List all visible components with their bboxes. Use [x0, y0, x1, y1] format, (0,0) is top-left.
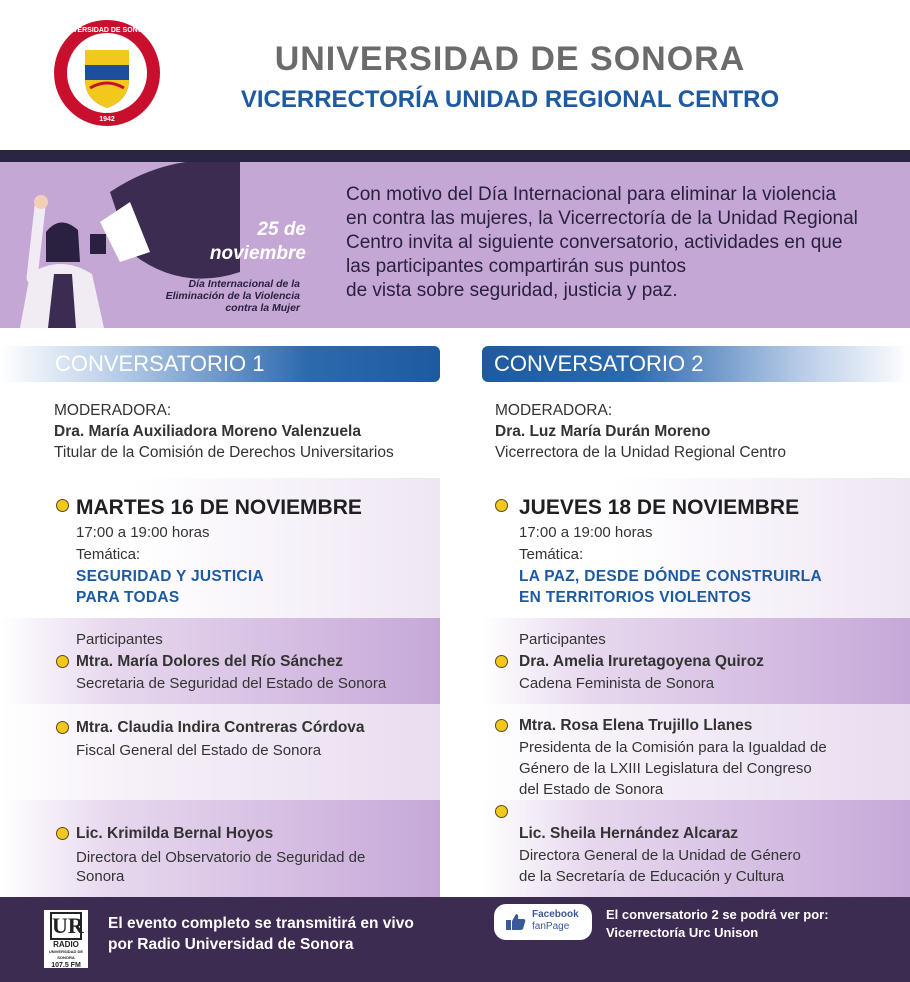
fanpage-label: fanPage — [532, 921, 570, 932]
participant-name: Mtra. Claudia Indira Contreras Córdova — [76, 719, 365, 736]
topic-line: EN TERRITORIOS VIOLENTOS — [519, 589, 752, 606]
participant-role: Cadena Feminista de Sonora — [519, 675, 715, 692]
topic-line: LA PAZ, DESDE DÓNDE CONSTRUIRLA — [519, 568, 822, 585]
session-1-topic — [76, 566, 264, 608]
broadcast-line: El evento completo se transmitirá en vivo — [108, 915, 414, 932]
date-day: 25 de — [257, 219, 306, 240]
radio-name: UNIVERSIDAD DE SONORA — [48, 949, 84, 960]
session-2-topic — [519, 566, 822, 608]
topic-line: SEGURIDAD Y JUSTICIA — [76, 568, 265, 585]
participant-role — [519, 845, 801, 887]
topic-label: Temática: — [76, 546, 141, 563]
intro-line: Con motivo del Día Internacional para eliminar la violencia — [346, 184, 837, 205]
role-line: Sonora — [76, 868, 125, 885]
participant-role — [76, 848, 365, 886]
participants-label: Participantes — [519, 631, 606, 648]
divider-bar — [0, 150, 910, 162]
moderator-role: Titular de la Comisión de Derechos Universitarios — [54, 444, 394, 461]
stream-line: El conversatorio 2 se podrá ver por: — [606, 907, 829, 922]
svg-text:1942: 1942 — [99, 116, 115, 123]
participant-role: Secretaria de Seguridad del Estado de Sonora — [76, 675, 387, 692]
bullet-icon — [495, 719, 508, 732]
facebook-thumb-icon — [504, 913, 526, 931]
broadcast-line: por Radio Universidad de Sonora — [108, 936, 354, 953]
svg-text:UNIVERSIDAD DE SONORA: UNIVERSIDAD DE SONORA — [60, 27, 154, 34]
radio-broadcast-note — [108, 913, 468, 955]
participant-role — [519, 737, 827, 800]
radio-frequency: 107.5 FM — [51, 962, 81, 969]
bullet-icon — [495, 805, 508, 818]
bullet-icon — [56, 827, 69, 840]
session-2-time: 17:00 a 19:00 horas — [519, 524, 653, 541]
intro-line: Centro invita al siguiente conversatorio, actividades en que — [346, 232, 843, 253]
bullet-icon — [56, 499, 69, 512]
conversatorio-2-heading: CONVERSATORIO 2 — [482, 346, 910, 382]
facebook-fanpage-badge[interactable] — [494, 904, 592, 940]
radio-word: RADIO — [53, 940, 79, 949]
bullet-icon — [56, 721, 69, 734]
role-line: Directora General de la Unidad de Género — [519, 847, 801, 864]
participant-name: Dra. Amelia Iruretagoyena Quiroz — [519, 653, 764, 670]
moderator-label: MODERADORA: — [54, 402, 172, 419]
vicerrectoria-subtitle: VICERRECTORÍA UNIDAD REGIONAL CENTRO — [240, 86, 780, 113]
participant-name: Mtra. María Dolores del Río Sánchez — [76, 653, 344, 670]
intro-line: de vista sobre seguridad, justicia y paz. — [346, 280, 678, 301]
role-line: Género de la LXIII Legislatura del Congreso — [519, 760, 812, 777]
moderator-label: MODERADORA: — [495, 402, 613, 419]
moderator-name: Dra. Luz María Durán Moreno — [495, 423, 711, 440]
session-2-date: JUEVES 18 DE NOVIEMBRE — [519, 496, 800, 519]
commemoration-line: contra la Mujer — [225, 302, 300, 314]
moderator-2 — [495, 400, 895, 463]
topic-label: Temática: — [519, 546, 584, 563]
role-line: Directora del Observatorio de Seguridad de — [76, 849, 366, 866]
intro-line: las participantes compartirán sus puntos — [346, 256, 687, 277]
session-1-date: MARTES 16 DE NOVIEMBRE — [76, 496, 362, 519]
role-line: de la Secretaría de Educación y Cultura — [519, 868, 785, 885]
conversatorio-1-heading: CONVERSATORIO 1 — [0, 346, 440, 382]
moderator-1 — [54, 400, 444, 463]
date-month: noviembre — [209, 243, 306, 264]
moderator-name: Dra. María Auxiliadora Moreno Valenzuela — [54, 423, 361, 440]
moderator-role: Vicerrectora de la Unidad Regional Centro — [495, 444, 786, 461]
bullet-icon — [495, 499, 508, 512]
radio-unison-logo: UR RADIO UNIVERSIDAD DE SONORA 107.5 FM — [44, 910, 88, 968]
participant-name: Mtra. Rosa Elena Trujillo Llanes — [519, 717, 753, 734]
role-line: del Estado de Sonora — [519, 781, 664, 798]
role-line: Presidenta de la Comisión para la Igualdad de — [519, 739, 827, 756]
intro-line: en contra las mujeres, la Vicerrectoría de la Unidad Regional — [346, 208, 858, 229]
participants-label: Participantes — [76, 631, 163, 648]
session-1-time: 17:00 a 19:00 horas — [76, 524, 210, 541]
commemoration-line: Día Internacional de la — [188, 278, 300, 290]
participant-role: Fiscal General del Estado de Sonora — [76, 742, 322, 759]
facebook-label: Facebook — [532, 909, 579, 920]
bullet-icon — [56, 655, 69, 668]
university-title: UNIVERSIDAD DE SONORA — [274, 40, 746, 78]
participant-name: Lic. Sheila Hernández Alcaraz — [519, 825, 739, 842]
bullet-icon — [495, 655, 508, 668]
facebook-stream-note — [606, 906, 896, 942]
event-date — [196, 218, 306, 266]
stream-line: Vicerrectoría Urc Unison — [606, 925, 759, 940]
participant-name: Lic. Krimilda Bernal Hoyos — [76, 825, 274, 842]
intro-paragraph — [346, 183, 886, 303]
topic-line: PARA TODAS — [76, 589, 180, 606]
commemoration-name — [150, 278, 300, 314]
commemoration-line: Eliminación de la Violencia — [165, 290, 300, 302]
